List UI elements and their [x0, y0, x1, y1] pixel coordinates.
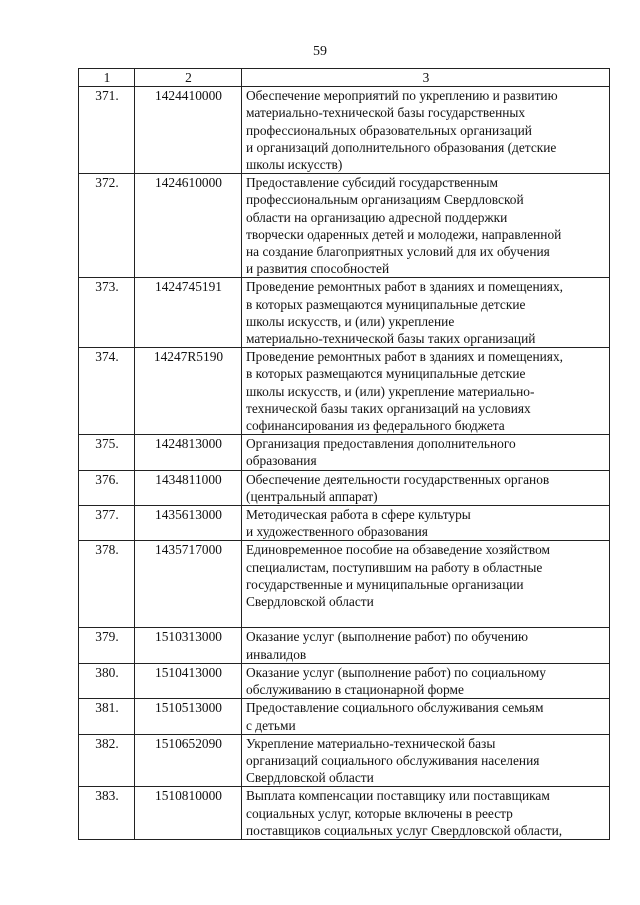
description-line: Проведение ремонтных работ в зданиях и помещениях,: [246, 279, 563, 295]
description-line: с детьми: [246, 717, 296, 733]
classification-code: 1424745191: [135, 278, 242, 348]
description-line: Свердловской области: [246, 594, 374, 610]
column-header-2: 2: [135, 69, 242, 87]
classification-code: 1510810000: [135, 787, 242, 840]
row-number: 372.: [79, 174, 135, 278]
classification-code: 1424410000: [135, 87, 242, 174]
classification-code: 1510313000: [135, 628, 242, 663]
description-line: школы искусств, и (или) укрепление: [246, 313, 455, 329]
description-line: обслуживанию в стационарной форме: [246, 682, 464, 698]
classification-code: 1434811000: [135, 470, 242, 505]
table-row: [79, 734, 610, 787]
expense-description: [242, 435, 610, 470]
row-number: 371.: [79, 87, 135, 174]
classification-code: 1424813000: [135, 435, 242, 470]
table-row: [79, 174, 610, 278]
description-line: Свердловской области: [246, 770, 374, 786]
expense-description: [242, 87, 610, 174]
description-line: образования: [246, 453, 317, 469]
description-line: в которых размещаются муниципальные детские: [246, 366, 526, 382]
table-row: [79, 87, 610, 174]
table-row: [79, 699, 610, 734]
description-line: Укрепление материально-технической базы: [246, 735, 496, 751]
description-line: материально-технической базы государственных: [246, 105, 526, 121]
classification-code: 1435613000: [135, 506, 242, 541]
row-number: 383.: [79, 787, 135, 840]
row-number: 374.: [79, 348, 135, 435]
description-line: профессиональным организациям Свердловской: [246, 192, 524, 208]
table-row: [79, 663, 610, 698]
table-row: [79, 278, 610, 348]
expense-description: [242, 699, 610, 734]
expense-description: [242, 506, 610, 541]
description-line: (центральный аппарат): [246, 488, 378, 504]
classification-code: 1435717000: [135, 541, 242, 628]
expense-description: [242, 470, 610, 505]
description-line: творчески одаренных детей и молодежи, направленной: [246, 226, 562, 242]
description-line: материально-технической базы таких организаций: [246, 331, 536, 347]
page-number: 59: [313, 44, 327, 59]
table-row: [79, 435, 610, 470]
table-row: [79, 787, 610, 840]
expense-description: [242, 278, 610, 348]
row-number: 373.: [79, 278, 135, 348]
description-line: и организаций дополнительного образования (детские: [246, 139, 557, 155]
description-line: специалистам, поступившим на работу в областные: [246, 559, 543, 575]
row-number: 382.: [79, 734, 135, 787]
row-number: 376.: [79, 470, 135, 505]
column-header-3: 3: [242, 69, 610, 87]
classification-code: 14247R5190: [135, 348, 242, 435]
classification-code: 1424610000: [135, 174, 242, 278]
table-header-row: [79, 69, 610, 87]
table-body: [79, 87, 610, 840]
description-line: Единовременное пособие на обзаведение хозяйством: [246, 542, 551, 558]
description-line: Организация предоставления дополнительного: [246, 436, 516, 452]
table-row: [79, 470, 610, 505]
description-line: Предоставление субсидий государственным: [246, 175, 499, 191]
description-line: и развития способностей: [246, 261, 390, 277]
description-line: на создание благоприятных условий для их обучения: [246, 244, 550, 260]
description-line: инвалидов: [246, 646, 307, 662]
row-number: 378.: [79, 541, 135, 628]
description-line: школы искусств, и (или) укрепление материально-: [246, 383, 535, 399]
description-line: Обеспечение деятельности государственных органов: [246, 471, 550, 487]
row-number: 381.: [79, 699, 135, 734]
row-number: 380.: [79, 663, 135, 698]
expense-description: [242, 348, 610, 435]
table-row: [79, 541, 610, 628]
expense-description: [242, 734, 610, 787]
description-line: технической базы таких организаций на условиях: [246, 400, 531, 416]
table-row: [79, 628, 610, 663]
description-line: области на организацию адресной поддержки: [246, 209, 508, 225]
description-line: Методическая работа в сфере культуры: [246, 507, 471, 523]
classification-table: [78, 68, 610, 840]
description-line: и художественного образования: [246, 524, 428, 540]
description-line: в которых размещаются муниципальные детские: [246, 296, 526, 312]
description-line: профессиональных образовательных организаций: [246, 122, 532, 138]
expense-description: [242, 787, 610, 840]
row-number: 377.: [79, 506, 135, 541]
description-line: софинансирования из федерального бюджета: [246, 418, 505, 434]
description-line: Выплата компенсации поставщику или поставщикам: [246, 788, 550, 804]
description-line: организаций социального обслуживания населения: [246, 752, 540, 768]
description-line: государственные и муниципальные организации: [246, 576, 524, 592]
table-row: [79, 348, 610, 435]
description-line: Предоставление социального обслуживания семьям: [246, 700, 544, 716]
classification-code: 1510513000: [135, 699, 242, 734]
description-line: Оказание услуг (выполнение работ) по социальному: [246, 664, 546, 680]
description-line: Проведение ремонтных работ в зданиях и помещениях,: [246, 349, 563, 365]
expense-description: [242, 628, 610, 663]
description-line: Обеспечение мероприятий по укреплению и развитию: [246, 88, 558, 104]
description-line: Оказание услуг (выполнение работ) по обучению: [246, 629, 529, 645]
row-number: 375.: [79, 435, 135, 470]
table-row: [79, 506, 610, 541]
classification-code: 1510652090: [135, 734, 242, 787]
expense-description: [242, 174, 610, 278]
description-line: школы искусств): [246, 157, 343, 173]
expense-description: [242, 663, 610, 698]
row-number: 379.: [79, 628, 135, 663]
description-line: поставщиков социальных услуг Свердловской области,: [246, 822, 563, 838]
classification-code: 1510413000: [135, 663, 242, 698]
description-line: социальных услуг, которые включены в реестр: [246, 805, 513, 821]
column-header-1: 1: [79, 69, 135, 87]
expense-description: [242, 541, 610, 628]
